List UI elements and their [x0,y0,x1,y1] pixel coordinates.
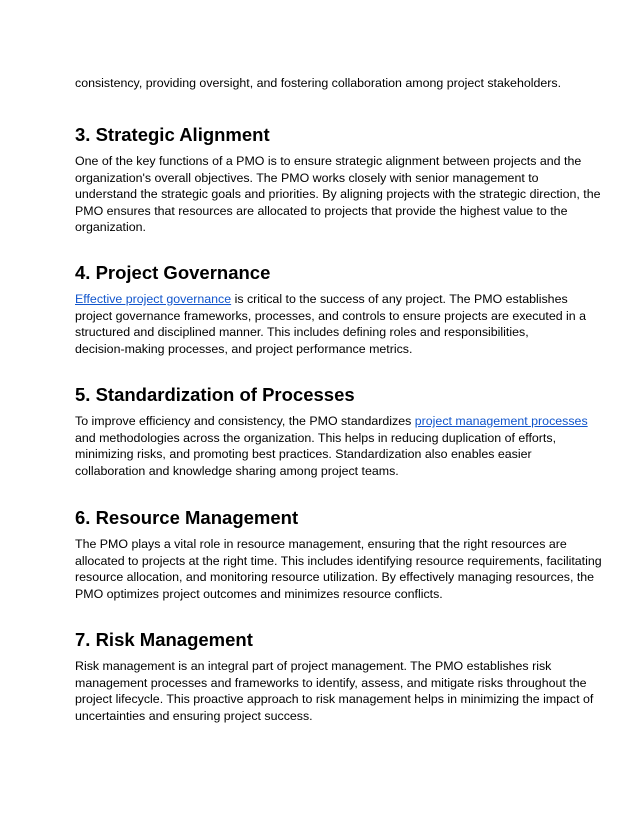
section-body [75,291,587,357]
section-body [75,413,588,479]
body-line: management processes and frameworks to identify, assess, and mitigate risks throughout the [75,675,587,690]
body-line: project governance frameworks, processes, and controls to ensure projects are executed in a [75,308,587,323]
section-heading: 4. Project Governance [75,262,271,283]
section-heading: 6. Resource Management [75,507,299,528]
body-line: resource allocation, and monitoring resource utilization. By effectively managing resources, the [75,570,595,585]
section-resource-management [75,506,602,602]
body-line: understand the strategic goals and priorities. By aligning projects with the strategic direction, the [75,187,601,202]
body-line: PMO optimizes project outcomes and minimizes resource conflicts. [75,586,443,601]
body-line: The PMO plays a vital role in resource management, ensuring that the right resources are [75,537,567,551]
section-strategic-alignment [75,123,601,236]
project-management-processes-link[interactable]: project management processes [414,414,588,428]
body-line-text: To improve efficiency and consistency, the PMO standardizes [75,414,415,428]
body-line [75,413,588,430]
section-heading: 5. Standardization of Processes [75,384,355,405]
section-body [75,658,594,724]
section-body [75,153,601,236]
body-line: project lifecycle. This proactive approach to risk management helps in minimizing the impact of [75,692,594,707]
body-line-text: is critical to the success of any project. The PMO establishes [231,292,568,306]
body-line: collaboration and knowledge sharing among project teams. [75,463,399,478]
body-line: uncertainties and ensuring project success. [75,708,313,723]
intro-paragraph: consistency, providing oversight, and fostering collaboration among project stakeholders. [75,76,562,90]
section-heading: 3. Strategic Alignment [75,124,270,145]
effective-project-governance-link[interactable]: Effective project governance [75,292,232,306]
body-line: structured and disciplined manner. This includes defining roles and responsibilities, [75,325,529,340]
body-line: organization. [75,220,146,235]
body-line: Risk management is an integral part of project management. The PMO establishes risk [75,659,552,673]
body-line: decision-making processes, and project performance metrics. [75,341,413,356]
body-line: One of the key functions of a PMO is to ensure strategic alignment between projects and the [75,154,582,168]
section-risk-management [75,628,594,724]
body-line [75,291,575,308]
section-project-governance [75,261,587,357]
body-line: minimizing risks, and promoting best practices. Standardization also enables easier [75,447,532,462]
body-line: allocated to projects at the right time. This includes identifying resource requirements, facilitating [75,553,602,568]
body-line: organization's overall objectives. The PMO works closely with senior management to [75,170,539,185]
section-body [75,536,602,602]
section-standardization-of-processes [75,383,588,479]
body-line: PMO ensures that resources are allocated to projects that provide the highest value to the [75,203,568,218]
section-heading: 7. Risk Management [75,629,253,650]
body-line: and methodologies across the organization. This helps in reducing duplication of efforts, [75,430,557,445]
